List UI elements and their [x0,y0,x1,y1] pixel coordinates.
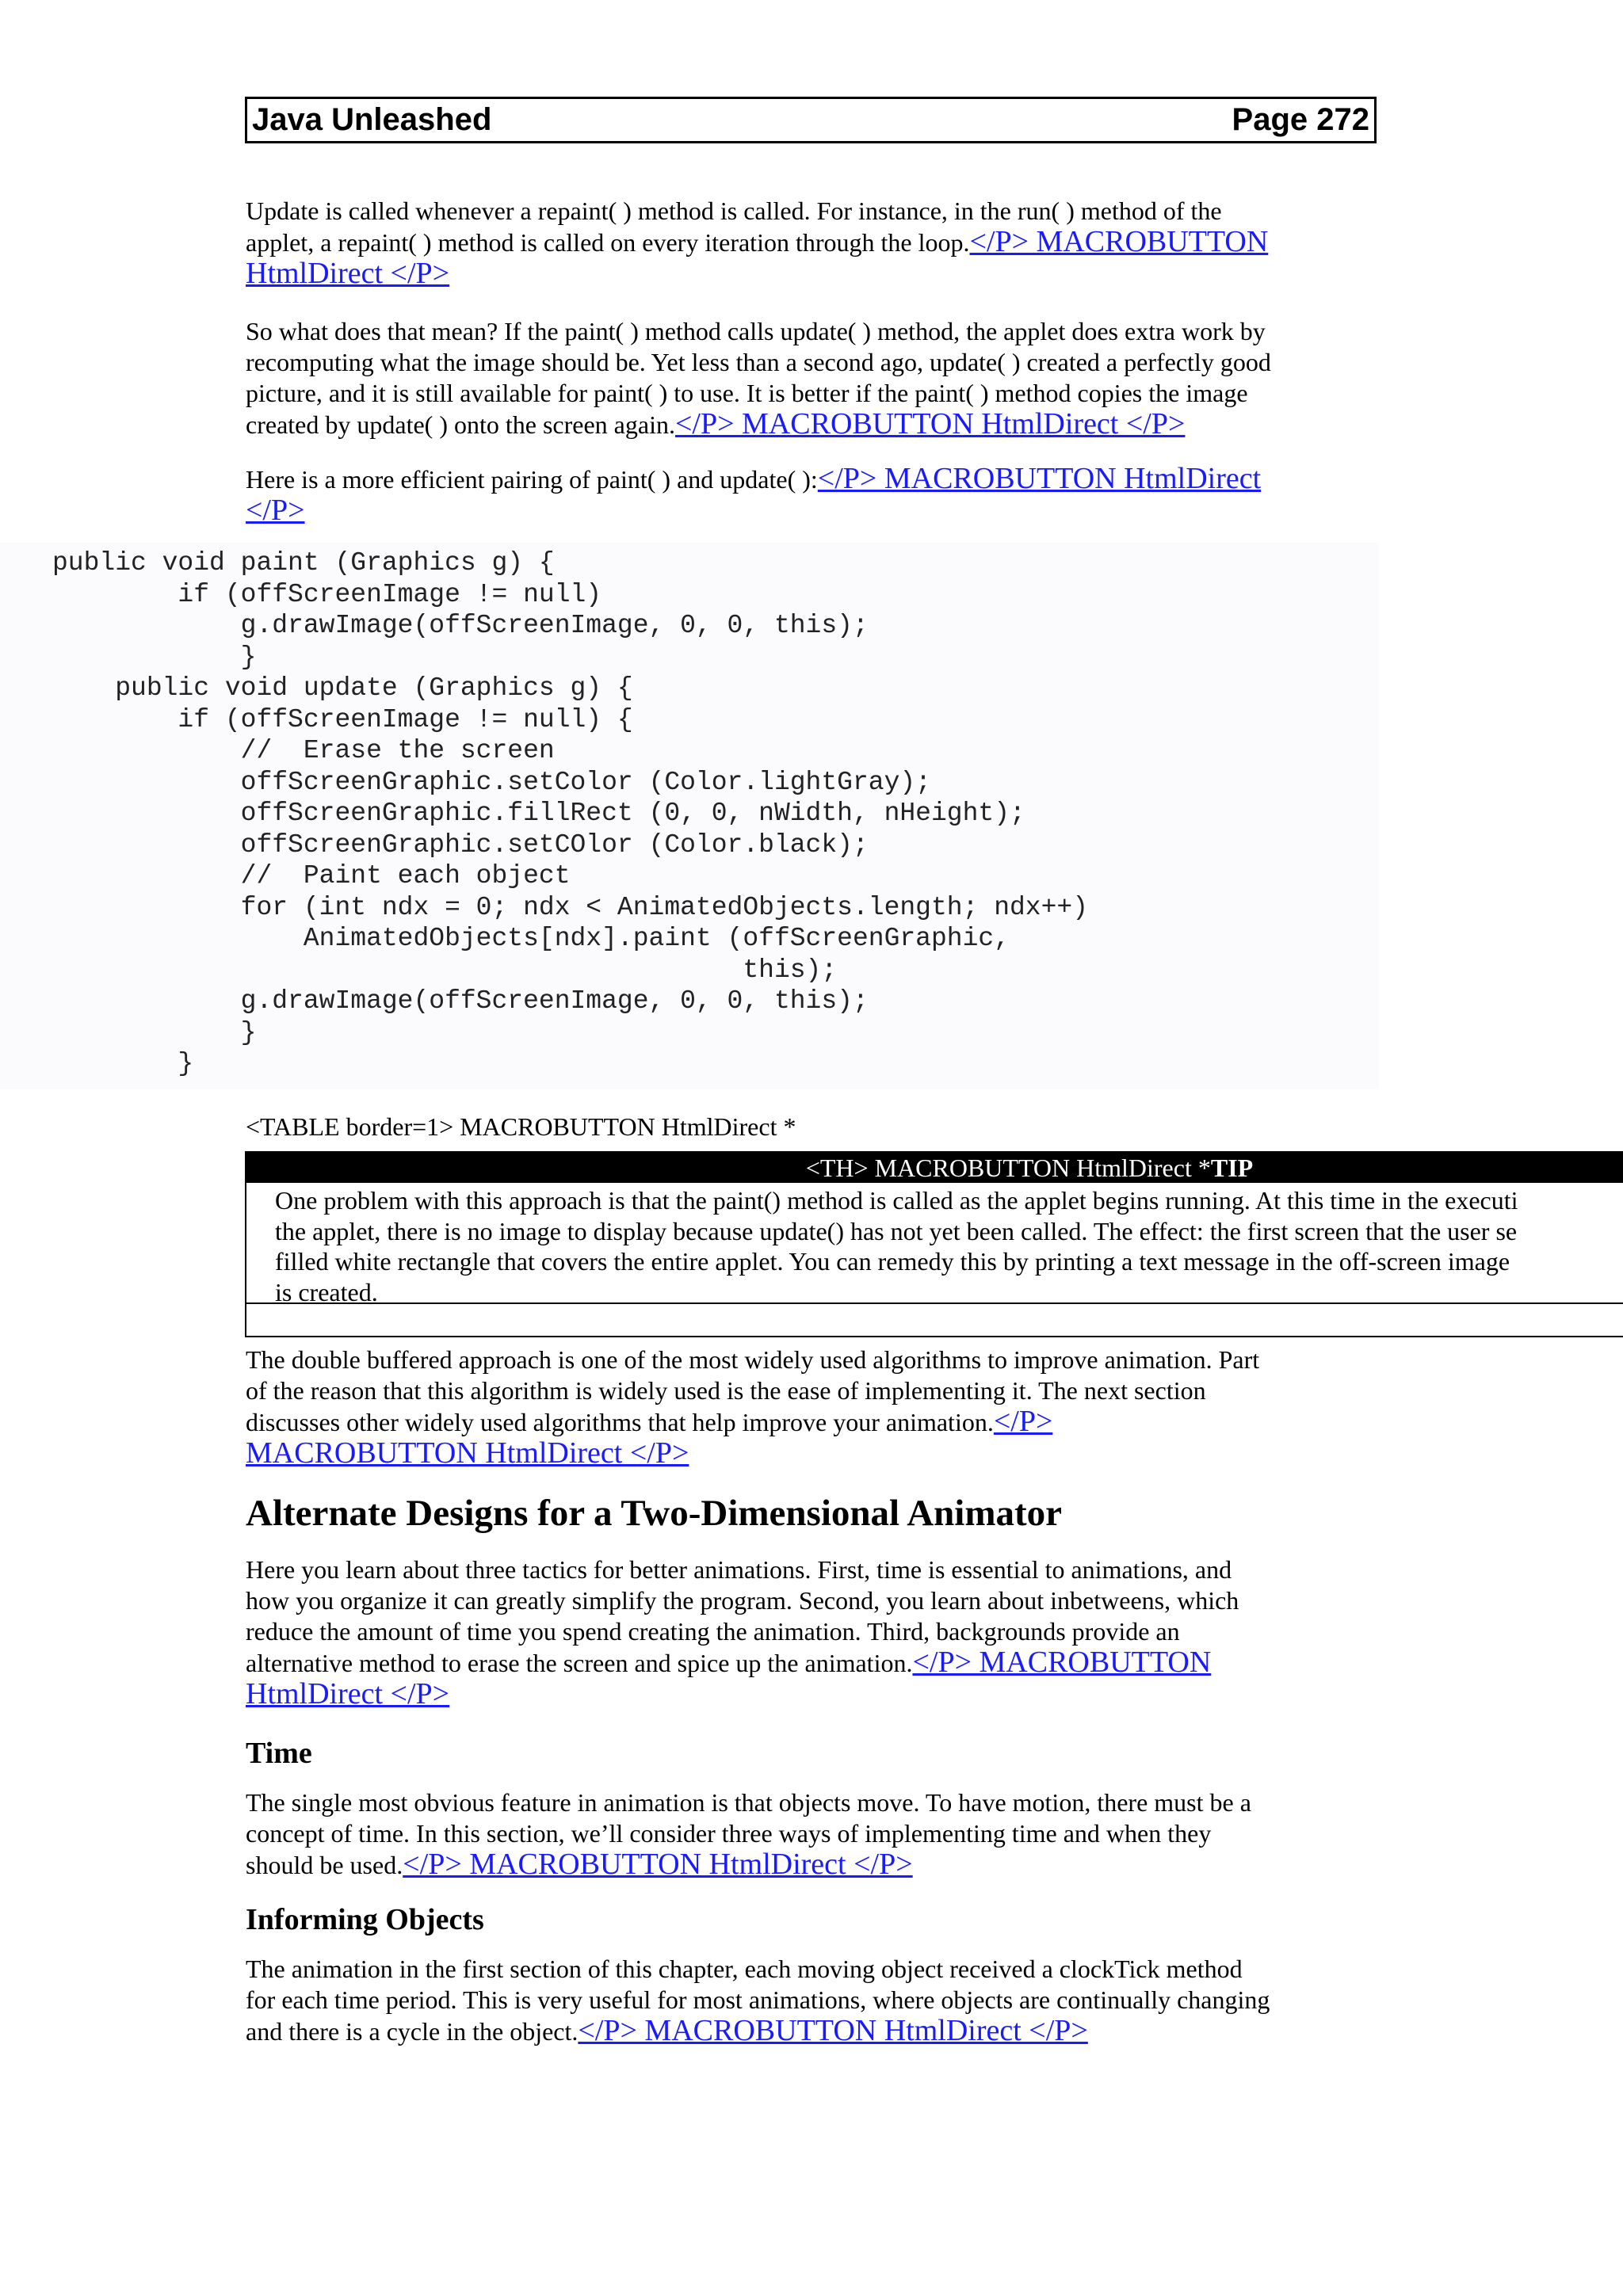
paragraph-informing: The animation in the first section of this chapter, each moving object received a clockTick method for each time period. This is very useful for most animations, where objects are continually changing and there is a cycle in the object.</P> MACROBUTTON HtmlDirect </P> [246,1955,1270,2047]
macrobutton-link[interactable]: </P> MACROBUTTON HtmlDirect [817,462,1262,495]
paragraph-pairing: Here is a more efficient pairing of paint( ) and update( ):</P> MACROBUTTON HtmlDirect </P> [246,462,1262,527]
paragraph-time: The single most obvious feature in animation is that objects move. To have motion, there must be a concept of time. In this section, we’ll consider three ways of implementing time and when they should be used.</P> MACROBUTTON HtmlDirect </P> [246,1788,1251,1881]
subsection-heading-time: Time [246,1737,312,1770]
macrobutton-link[interactable]: </P> MACROBUTTON HtmlDirect </P> [403,1848,913,1881]
macrobutton-link[interactable]: </P> MACROBUTTON [969,225,1269,258]
section-heading: Alternate Designs for a Two-Dimensional Animator [246,1493,1063,1534]
page-header [245,97,1377,143]
macrobutton-link[interactable]: </P> MACROBUTTON HtmlDirect </P> [674,407,1186,441]
paragraph-update: Update is called whenever a repaint( ) method is called. For instance, in the run( ) method of the applet, a repaint( ) method is called on every iteration through the loop.</P> MACROBUTTON HtmlDirect </P> [246,196,1269,290]
paragraph-double-buffered: The double buffered approach is one of the most widely used algorithms to improve animation. Part of the reason that this algorithm is widely used is the ease of implementing it. The next section discusses other widely used algorithms that help improve your animation.</P> MACROBUTTON HtmlDirect </P> [246,1345,1260,1470]
page-number: Page 272 [1232,102,1369,137]
macrobutton-link[interactable]: MACROBUTTON HtmlDirect </P> [246,1436,689,1470]
macrobutton-link[interactable]: </P> [246,494,305,527]
tip-label: TIP [1210,1154,1254,1182]
macrobutton-link[interactable]: </P> MACROBUTTON [912,1646,1212,1679]
paragraph-tactics: Here you learn about three tactics for better animations. First, time is essential to animations, and how you organize it can greatly simplify the program. Second, you learn about inbetweens, which reduce the amount of time you spend creating the animation. Third, backgrounds provide an alternative method to erase the screen and spice up the animation.</P> MACROBUTTON HtmlDirect </P> [246,1555,1239,1711]
macrobutton-link[interactable]: </P> [993,1405,1053,1438]
tip-table-header: <TH> MACROBUTTON HtmlDirect *TIP [246,1153,1623,1183]
table-caption: <TABLE border=1> MACROBUTTON HtmlDirect * [246,1112,796,1141]
macrobutton-link[interactable]: HtmlDirect </P> [246,1677,450,1711]
subsection-heading-informing-objects: Informing Objects [246,1903,484,1936]
code-listing: public void paint (Graphics g) { if (offScreenImage != null) g.drawImage(offScreenImage, 0, 0, this); } public void update (Graphics g) { if (offScreenImage != null) { // Erase the screen offScreenGraphic.setColor (Color.lightGray); offScreenGraphic.fillRect (0, 0, nWidth, nHeight); offScreenGraphic.setCOlor (Color.black); // Paint each object for (int ndx = 0; ndx < AnimatedObjects.length; ndx++) AnimatedObjects[ndx].paint (offScreenGraphic, this); g.drawImage(offScreenImage, 0, 0, this); } } [52,548,1089,1078]
macrobutton-link[interactable]: HtmlDirect </P> [246,257,450,290]
paragraph-meaning: So what does that mean? If the paint( ) method calls update( ) method, the applet does extra work by recomputing what the image should be. Yet less than a second ago, update( ) created a perfectly good picture, and it is still available for paint( ) to use. It is better if the paint( ) method copies the image created by update( ) onto the screen again.</P> MACROBUTTON HtmlDirect </P> [246,317,1271,441]
tip-table [245,1151,1623,1337]
tip-table-body: One problem with this approach is that the paint() method is called as the applet begins running. At this time in the executi the applet, there is no image to display because update() has not yet been called. The effect: the first screen that the user se filled white rectangle that covers the entire applet. You can remedy this by printing a text message in the off-screen image is created. [246,1183,1623,1304]
book-title: Java Unleashed [252,102,492,137]
macrobutton-link[interactable]: </P> MACROBUTTON HtmlDirect </P> [578,2014,1088,2047]
